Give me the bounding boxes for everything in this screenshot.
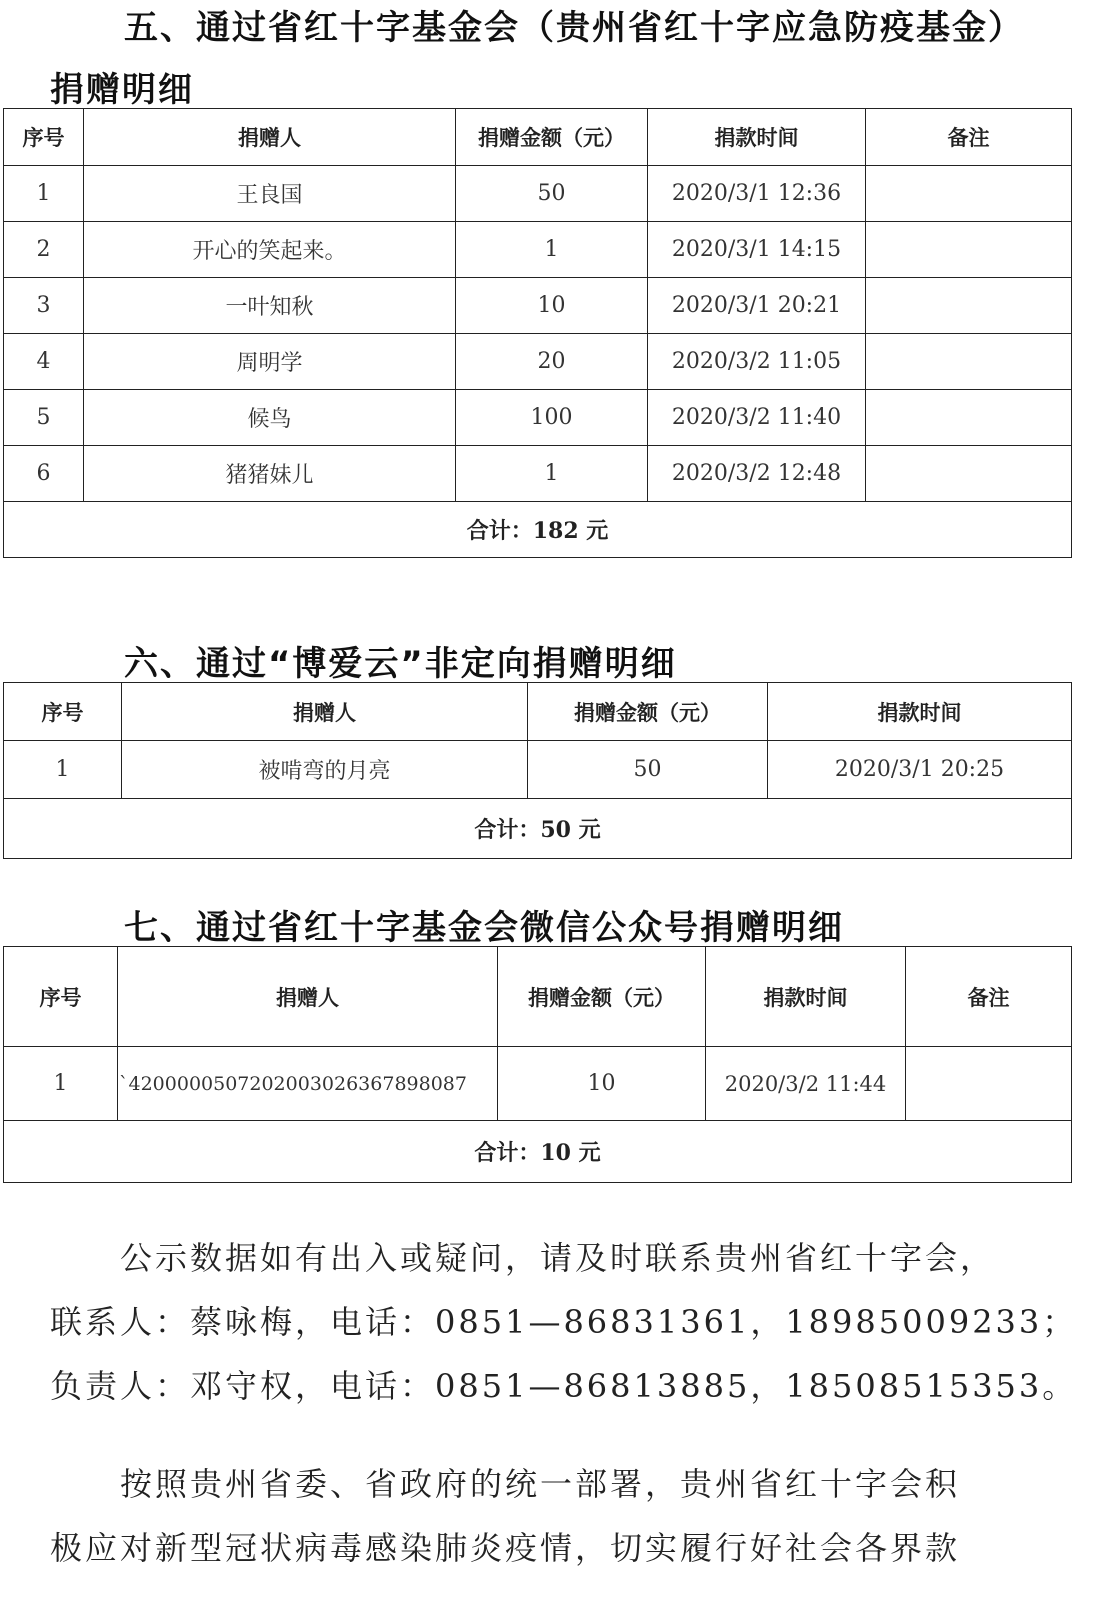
table-total-row — [4, 1121, 1072, 1183]
table-row — [4, 741, 1072, 799]
total-cell: 合计：10 元 — [4, 1121, 1072, 1183]
cell-donor: 开心的笑起来。 — [84, 222, 456, 278]
header-donor: 捐赠人 — [122, 683, 528, 741]
header-donor: 捐赠人 — [84, 109, 456, 166]
table-row — [4, 446, 1072, 502]
cell-time: 2020/3/1 14:15 — [648, 222, 866, 278]
header-seq: 序号 — [4, 109, 84, 166]
cell-donor: 被啃弯的月亮 — [122, 741, 528, 799]
cell-seq: 1 — [4, 166, 84, 222]
contact-line-3: 负责人：邓守权，电话：0851—86813885，18508515353。 — [50, 1367, 1078, 1405]
table-row — [4, 334, 1072, 390]
section6-title: 六、通过“博爱云”非定向捐赠明细 — [124, 644, 677, 684]
cell-donor: 一叶知秋 — [84, 278, 456, 334]
cell-donor: 猪猪妹儿 — [84, 446, 456, 502]
closing-line-2: 极应对新型冠状病毒感染肺炎疫情，切实履行好社会各界款 — [50, 1529, 961, 1567]
cell-amount: 1 — [456, 446, 648, 502]
cell-donor: 候鸟 — [84, 390, 456, 446]
cell-seq: 1 — [4, 1047, 118, 1121]
cell-seq: 5 — [4, 390, 84, 446]
header-time: 捐款时间 — [648, 109, 866, 166]
header-donor: 捐赠人 — [118, 947, 498, 1047]
header-seq: 序号 — [4, 947, 118, 1047]
cell-amount: 10 — [498, 1047, 706, 1121]
table-row — [4, 1047, 1072, 1121]
section6-table — [3, 682, 1072, 859]
table-total-row — [4, 799, 1072, 859]
cell-amount: 50 — [456, 166, 648, 222]
cell-time: 2020/3/1 20:21 — [648, 278, 866, 334]
contact-line-2: 联系人：蔡咏梅，电话：0851—86831361，18985009233； — [50, 1303, 1078, 1341]
table-header-row — [4, 109, 1072, 166]
cell-time: 2020/3/2 11:05 — [648, 334, 866, 390]
contact-paragraph — [50, 1226, 1078, 1418]
table-row — [4, 166, 1072, 222]
closing-paragraph — [50, 1452, 1060, 1580]
header-note: 备注 — [906, 947, 1072, 1047]
header-seq: 序号 — [4, 683, 122, 741]
cell-donor: 王良国 — [84, 166, 456, 222]
contact-line-1: 公示数据如有出入或疑问，请及时联系贵州省红十字会， — [50, 1239, 996, 1277]
cell-amount: 50 — [528, 741, 768, 799]
section5-title-line1: 五、通过省红十字基金会（贵州省红十字应急防疫基金） — [124, 8, 1024, 48]
table-header-row — [4, 683, 1072, 741]
table-row — [4, 222, 1072, 278]
closing-line-1: 按照贵州省委、省政府的统一部署，贵州省红十字会积 — [50, 1465, 961, 1503]
header-amount: 捐赠金额（元） — [528, 683, 768, 741]
section5-title-line2: 捐赠明细 — [50, 70, 194, 110]
cell-note — [866, 334, 1072, 390]
cell-amount: 20 — [456, 334, 648, 390]
cell-note — [866, 446, 1072, 502]
section7-title: 七、通过省红十字基金会微信公众号捐赠明细 — [124, 908, 844, 948]
cell-donor: `4200000507202003026367898087 — [118, 1047, 498, 1121]
cell-seq: 1 — [4, 741, 122, 799]
cell-seq: 2 — [4, 222, 84, 278]
cell-note — [906, 1047, 1072, 1121]
section5-table — [3, 108, 1072, 558]
cell-time: 2020/3/2 11:40 — [648, 390, 866, 446]
table-row — [4, 390, 1072, 446]
cell-amount: 1 — [456, 222, 648, 278]
cell-seq: 4 — [4, 334, 84, 390]
total-cell: 合计：50 元 — [4, 799, 1072, 859]
header-amount: 捐赠金额（元） — [498, 947, 706, 1047]
table-row — [4, 278, 1072, 334]
cell-time: 2020/3/2 12:48 — [648, 446, 866, 502]
cell-amount: 100 — [456, 390, 648, 446]
header-time: 捐款时间 — [706, 947, 906, 1047]
cell-seq: 3 — [4, 278, 84, 334]
header-time: 捐款时间 — [768, 683, 1072, 741]
total-cell: 合计：182 元 — [4, 502, 1072, 558]
header-note: 备注 — [866, 109, 1072, 166]
cell-time: 2020/3/1 12:36 — [648, 166, 866, 222]
cell-time: 2020/3/1 20:25 — [768, 741, 1072, 799]
header-amount: 捐赠金额（元） — [456, 109, 648, 166]
cell-seq: 6 — [4, 446, 84, 502]
table-header-row — [4, 947, 1072, 1047]
cell-amount: 10 — [456, 278, 648, 334]
table-total-row — [4, 502, 1072, 558]
cell-note — [866, 278, 1072, 334]
cell-donor: 周明学 — [84, 334, 456, 390]
section7-table — [3, 946, 1072, 1183]
cell-note — [866, 390, 1072, 446]
cell-note — [866, 222, 1072, 278]
cell-time: 2020/3/2 11:44 — [706, 1047, 906, 1121]
cell-note — [866, 166, 1072, 222]
